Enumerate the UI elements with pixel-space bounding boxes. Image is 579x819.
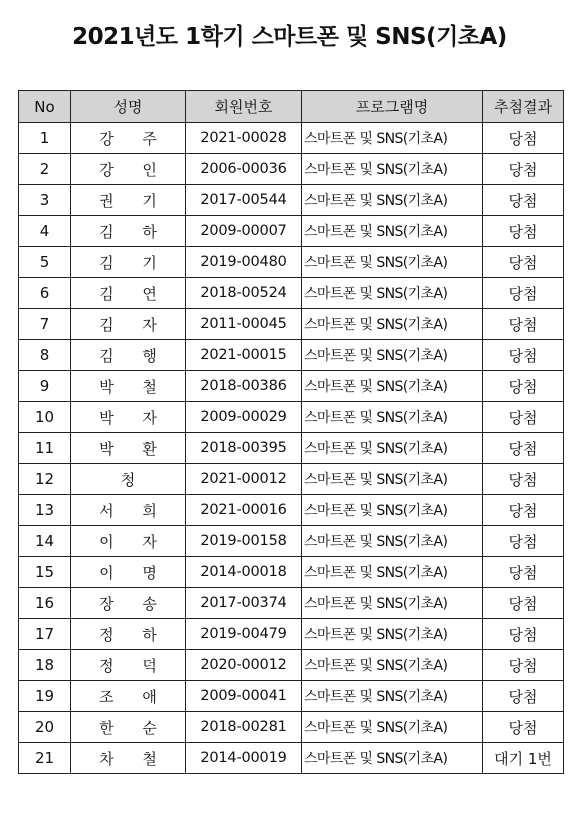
draw-result: 당첨 [483, 464, 564, 495]
draw-result: 당첨 [483, 588, 564, 619]
program-name: 스마트폰 및 SNS(기초A) [302, 526, 483, 557]
member-id: 2009-00007 [186, 216, 302, 247]
member-id: 2014-00019 [186, 743, 302, 774]
draw-result: 당첨 [483, 495, 564, 526]
row-number: 10 [19, 402, 71, 433]
member-id: 2011-00045 [186, 309, 302, 340]
member-name: 김 행 [71, 340, 186, 371]
program-name: 스마트폰 및 SNS(기초A) [302, 743, 483, 774]
draw-result: 당첨 [483, 123, 564, 154]
row-number: 9 [19, 371, 71, 402]
table-row [19, 712, 564, 743]
member-name: 서 희 [71, 495, 186, 526]
table-row [19, 650, 564, 681]
program-name: 스마트폰 및 SNS(기초A) [302, 309, 483, 340]
member-id: 2019-00480 [186, 247, 302, 278]
member-name: 권 기 [71, 185, 186, 216]
program-name: 스마트폰 및 SNS(기초A) [302, 650, 483, 681]
row-number: 11 [19, 433, 71, 464]
table-row [19, 743, 564, 774]
table-row [19, 464, 564, 495]
page-title: 2021년도 1학기 스마트폰 및 SNS(기초A) [72, 24, 507, 50]
row-number: 8 [19, 340, 71, 371]
member-id: 2019-00158 [186, 526, 302, 557]
table-row [19, 185, 564, 216]
draw-result: 당첨 [483, 247, 564, 278]
member-name: 정 하 [71, 619, 186, 650]
program-name: 스마트폰 및 SNS(기초A) [302, 278, 483, 309]
table-row [19, 495, 564, 526]
column-header-no: No [19, 91, 71, 123]
member-name: 한 순 [71, 712, 186, 743]
draw-result: 당첨 [483, 557, 564, 588]
member-name: 김 하 [71, 216, 186, 247]
row-number: 5 [19, 247, 71, 278]
draw-result: 당첨 [483, 371, 564, 402]
member-id: 2014-00018 [186, 557, 302, 588]
program-name: 스마트폰 및 SNS(기초A) [302, 681, 483, 712]
table-row [19, 588, 564, 619]
table-row [19, 278, 564, 309]
program-name: 스마트폰 및 SNS(기초A) [302, 185, 483, 216]
program-name: 스마트폰 및 SNS(기초A) [302, 619, 483, 650]
draw-result: 당첨 [483, 681, 564, 712]
program-name: 스마트폰 및 SNS(기초A) [302, 433, 483, 464]
program-name: 스마트폰 및 SNS(기초A) [302, 371, 483, 402]
program-name: 스마트폰 및 SNS(기초A) [302, 247, 483, 278]
row-number: 19 [19, 681, 71, 712]
program-name: 스마트폰 및 SNS(기초A) [302, 216, 483, 247]
draw-result: 당첨 [483, 526, 564, 557]
member-id: 2020-00012 [186, 650, 302, 681]
member-id: 2017-00544 [186, 185, 302, 216]
program-name: 스마트폰 및 SNS(기초A) [302, 340, 483, 371]
draw-result: 당첨 [483, 619, 564, 650]
member-id: 2018-00281 [186, 712, 302, 743]
draw-result: 당첨 [483, 278, 564, 309]
member-name: 박 자 [71, 402, 186, 433]
table-row [19, 402, 564, 433]
table-row [19, 123, 564, 154]
member-name: 차 철 [71, 743, 186, 774]
program-name: 스마트폰 및 SNS(기초A) [302, 123, 483, 154]
member-id: 2021-00012 [186, 464, 302, 495]
table-row [19, 557, 564, 588]
table-row [19, 433, 564, 464]
row-number: 3 [19, 185, 71, 216]
row-number: 13 [19, 495, 71, 526]
draw-result: 대기 1번 [483, 743, 564, 774]
table-body [19, 123, 564, 774]
draw-result: 당첨 [483, 433, 564, 464]
row-number: 18 [19, 650, 71, 681]
member-name: 조 애 [71, 681, 186, 712]
member-name: 강 인 [71, 154, 186, 185]
draw-result: 당첨 [483, 650, 564, 681]
table-header-row [19, 91, 564, 123]
row-number: 2 [19, 154, 71, 185]
member-name: 김 연 [71, 278, 186, 309]
program-name: 스마트폰 및 SNS(기초A) [302, 402, 483, 433]
member-name: 강 주 [71, 123, 186, 154]
draw-result: 당첨 [483, 309, 564, 340]
member-id: 2018-00386 [186, 371, 302, 402]
member-name: 김 기 [71, 247, 186, 278]
member-id: 2019-00479 [186, 619, 302, 650]
member-name: 이 자 [71, 526, 186, 557]
member-name: 김 자 [71, 309, 186, 340]
row-number: 20 [19, 712, 71, 743]
column-header-program: 프로그램명 [302, 91, 483, 123]
member-name: 이 명 [71, 557, 186, 588]
program-name: 스마트폰 및 SNS(기초A) [302, 464, 483, 495]
program-name: 스마트폰 및 SNS(기초A) [302, 712, 483, 743]
member-id: 2021-00028 [186, 123, 302, 154]
member-name: 박 환 [71, 433, 186, 464]
row-number: 6 [19, 278, 71, 309]
table-row [19, 340, 564, 371]
member-name: 정 덕 [71, 650, 186, 681]
column-header-result: 추첨결과 [483, 91, 564, 123]
table-row [19, 371, 564, 402]
table-row [19, 681, 564, 712]
table-row [19, 216, 564, 247]
draw-result: 당첨 [483, 154, 564, 185]
table-row [19, 619, 564, 650]
member-id: 2009-00041 [186, 681, 302, 712]
table-row [19, 526, 564, 557]
program-name: 스마트폰 및 SNS(기초A) [302, 557, 483, 588]
table-row [19, 154, 564, 185]
member-id: 2018-00395 [186, 433, 302, 464]
draw-result: 당첨 [483, 402, 564, 433]
program-name: 스마트폰 및 SNS(기초A) [302, 588, 483, 619]
row-number: 7 [19, 309, 71, 340]
row-number: 21 [19, 743, 71, 774]
program-name: 스마트폰 및 SNS(기초A) [302, 154, 483, 185]
row-number: 15 [19, 557, 71, 588]
column-header-member-id: 회원번호 [186, 91, 302, 123]
draw-result: 당첨 [483, 712, 564, 743]
row-number: 17 [19, 619, 71, 650]
draw-result: 당첨 [483, 340, 564, 371]
program-name: 스마트폰 및 SNS(기초A) [302, 495, 483, 526]
member-name: 장 송 [71, 588, 186, 619]
lottery-result-table [18, 90, 564, 774]
table-row [19, 247, 564, 278]
row-number: 16 [19, 588, 71, 619]
member-id: 2006-00036 [186, 154, 302, 185]
row-number: 1 [19, 123, 71, 154]
column-header-name: 성명 [71, 91, 186, 123]
draw-result: 당첨 [483, 216, 564, 247]
row-number: 14 [19, 526, 71, 557]
member-id: 2021-00016 [186, 495, 302, 526]
row-number: 12 [19, 464, 71, 495]
member-name: 박 철 [71, 371, 186, 402]
member-id: 2021-00015 [186, 340, 302, 371]
draw-result: 당첨 [483, 185, 564, 216]
table-row [19, 309, 564, 340]
member-id: 2017-00374 [186, 588, 302, 619]
member-name: 청 [71, 464, 186, 495]
row-number: 4 [19, 216, 71, 247]
member-id: 2009-00029 [186, 402, 302, 433]
member-id: 2018-00524 [186, 278, 302, 309]
